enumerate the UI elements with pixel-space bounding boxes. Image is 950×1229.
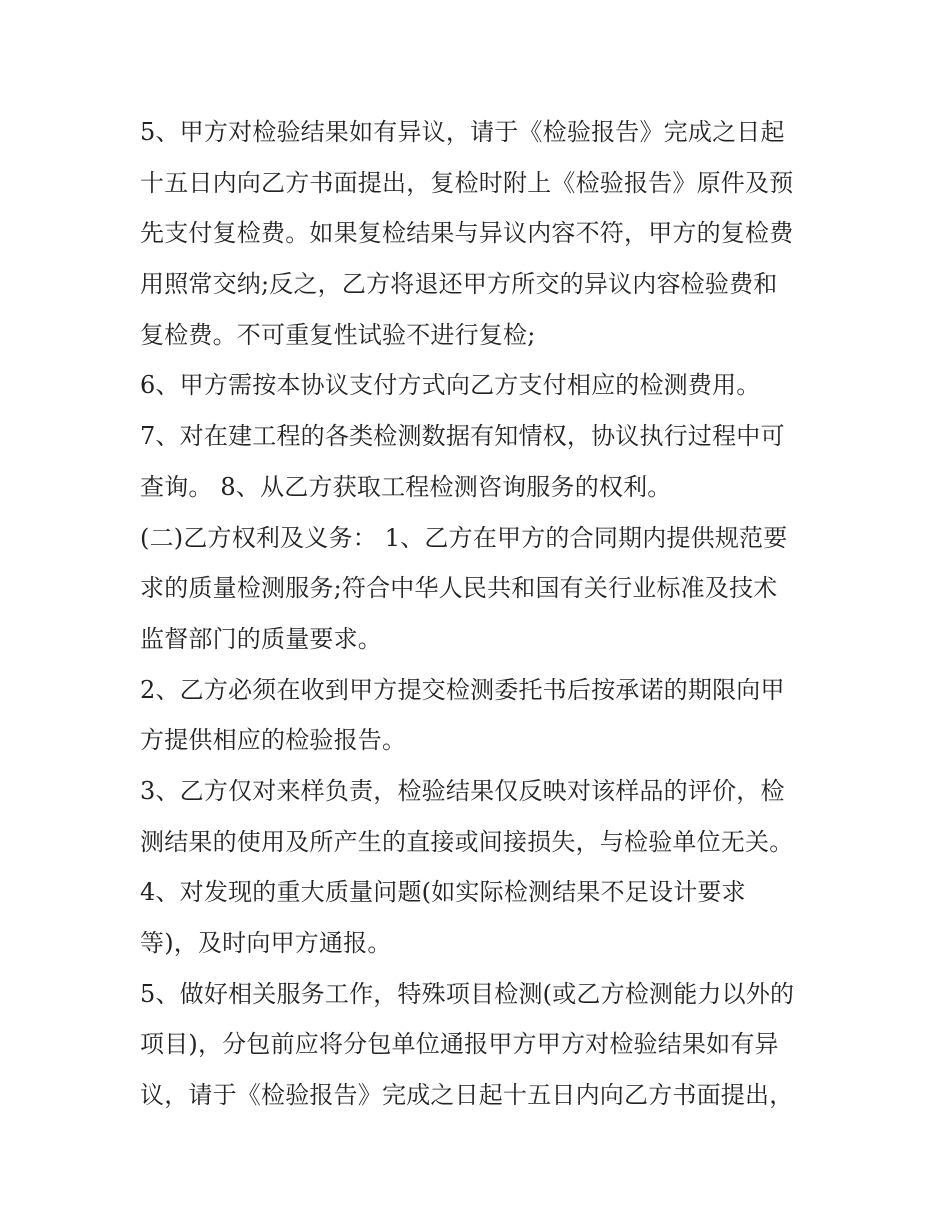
text-line-13: 方提供相应的检验报告。 (140, 726, 407, 755)
text-line-10: 求的质量检测服务;符合中华人民共和国有关行业标准及技术 (140, 574, 778, 603)
text-line-4: 用照常交纳;反之，乙方将退还甲方所交的异议内容检验费和 (140, 270, 778, 299)
text-line-19: 项目)，分包前应将分包单位通报甲方甲方对检验结果如有异 (140, 1030, 779, 1059)
text-line-18: 5、做好相关服务工作，特殊项目检测(或乙方检测能力以外的 (140, 979, 795, 1008)
document-body (140, 107, 820, 1121)
text-line-9: (二)乙方权利及义务： 1、乙方在甲方的合同期内提供规范要 (140, 523, 788, 552)
text-line-7: 7、对在建工程的各类检测数据有知情权，协议执行过程中可 (140, 422, 785, 451)
text-line-20: 议，请于《检验报告》完成之日起十五日内向乙方书面提出， (140, 1081, 794, 1110)
text-line-1: 5、甲方对检验结果如有异议，请于《检验报告》完成之日起 (140, 118, 785, 146)
text-line-15: 测结果的使用及所产生的直接或间接损失，与检验单位无关。 (140, 827, 794, 856)
text-line-3: 先支付复检费。如果复检结果与异议内容不符，甲方的复检费 (140, 219, 794, 248)
text-line-2: 十五日内向乙方书面提出，复检时附上《检验报告》原件及预 (140, 168, 794, 197)
text-line-11: 监督部门的质量要求。 (140, 624, 382, 653)
text-line-8: 查询。 8、从乙方获取工程检测咨询服务的权利。 (140, 472, 672, 501)
text-line-16: 4、对发现的重大质量问题(如实际检测结果不足设计要求 (140, 878, 746, 907)
text-line-17: 等)，及时向甲方通报。 (140, 929, 392, 957)
text-line-6: 6、甲方需按本协议支付方式向乙方支付相应的检测费用。 (140, 371, 761, 400)
text-line-14: 3、乙方仅对来样负责，检验结果仅反映对该样品的评价，检 (140, 776, 785, 805)
text-line-12: 2、乙方必须在收到甲方提交检测委托书后按承诺的期限向甲 (140, 675, 785, 704)
text-line-5: 复检费。不可重复性试验不进行复检; (140, 320, 536, 349)
